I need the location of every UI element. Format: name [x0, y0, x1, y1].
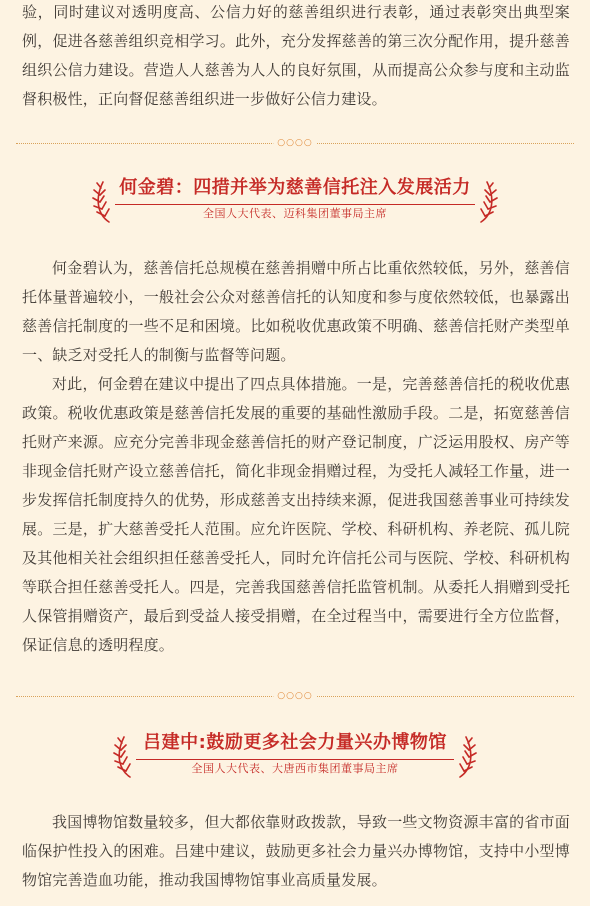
section-divider — [16, 138, 574, 148]
body-paragraph: 我国博物馆数量较多，但大都依靠财政拨款，导致一些文物资源丰富的省市面临保护性投入的困难。吕建中建议，鼓励更多社会力量兴办博物馆，支持中小型博物馆完善造血功能，推动我国博物馆事业高质量发展。 — [22, 813, 570, 889]
divider-ornament: ○○○○ — [273, 139, 316, 148]
section-body — [0, 808, 590, 895]
laurel-left-icon — [91, 178, 115, 224]
laurel-right-icon — [475, 178, 499, 224]
section-title: 吕建中:鼓励更多社会力量兴办博物馆 — [143, 732, 447, 753]
section-subtitle: 全国人大代表、大唐西市集团董事局主席 — [191, 762, 399, 775]
intro-paragraph: 验，同时建议对透明度高、公信力好的慈善组织进行表彰，通过表彰突出典型案例，促进各慈善组织竞相学习。此外，充分发挥慈善的第三次分配作用，提升慈善组织公信力建设。营造人人慈善为人人的良好氛围，从而提高公众参与度和主动监督积极性，正向督促慈善组织进一步做好公信力建设。 — [22, 3, 570, 108]
section-title: 何金碧：四措并举为慈善信托注入发展活力 — [119, 177, 471, 198]
body-paragraph: 对此，何金碧在建议中提出了四点具体措施。一是，完善慈善信托的税收优惠政策。税收优惠政策是慈善信托发展的重要的基础性激励手段。二是，拓宽慈善信托财产来源。应充分完善非现金慈善信托的财产登记制度，广泛运用股权、房产等非现金信托财产设立慈善信托，简化非现金捐赠过程，为受托人减轻工作量，进一步发挥信托制度持久的优势，形成慈善支出持续来源，促进我国慈善事业可持续发展。三是，扩大慈善受托人范围。应允许医院、学校、科研机构、养老院、孤儿院及其他相关社会组织担任慈善受托人，同时允许信托公司与医院、学校、科研机构等联合担任慈善受托人。四是，完善我国慈善信托监管机制。从委托人捐赠到受托人保管捐赠资产，最后到受益人接受捐赠，在全过程当中，需要进行全方位监督，保证信息的透明程度。 — [22, 375, 570, 654]
section-heading — [0, 731, 590, 778]
section-body — [0, 254, 590, 660]
section-heading — [0, 176, 590, 223]
laurel-right-icon — [454, 733, 478, 779]
body-paragraph: 何金碧认为，慈善信托总规模在慈善捐赠中所占比重依然较低，另外，慈善信托体量普遍较小，一般社会公众对慈善信托的认知度和参与度依然较低，也暴露出慈善信托制度的一些不足和困境。比如税收优惠政策不明确、慈善信托财产类型单一、缺乏对受托人的制衡与监督等问题。 — [22, 259, 570, 364]
laurel-left-icon — [112, 733, 136, 779]
section-divider — [16, 691, 574, 701]
section-subtitle: 全国人大代表、迈科集团董事局主席 — [203, 207, 387, 220]
divider-ornament: ○○○○ — [273, 692, 316, 701]
